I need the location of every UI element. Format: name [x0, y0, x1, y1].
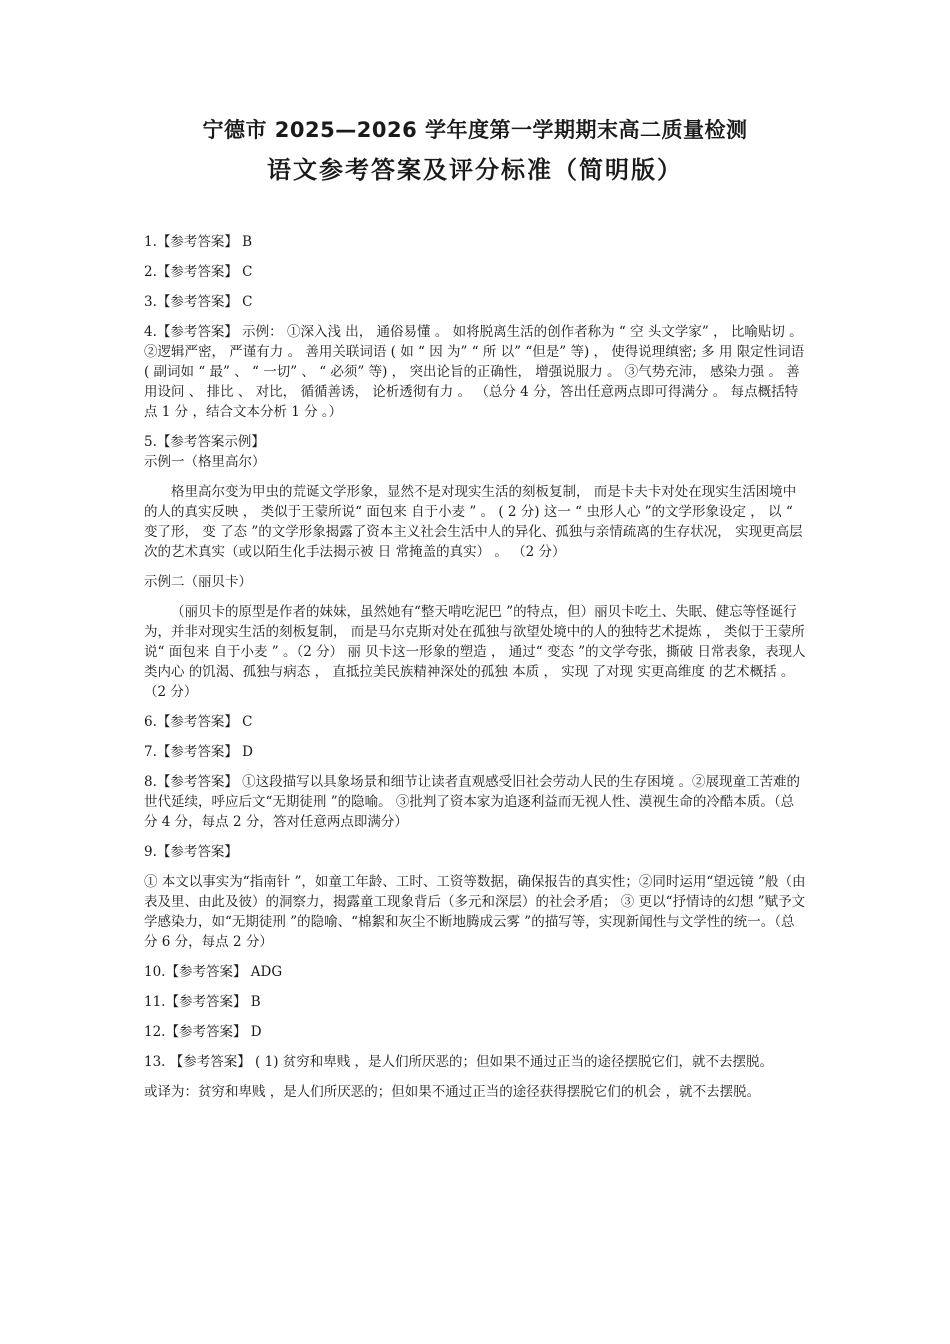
- document-title: 宁德市 2025—2026 学年度第一学期期末高二质量检测: [202, 118, 748, 142]
- answer-q9-label: 9.【参考答案】: [144, 844, 238, 860]
- answer-q9-text: ① 本文以事实为“指南针 ”，如童工年龄、工时、工资等数据，确保报告的真实性；②同时运用“望远镜 ”般（由表及里、由此及彼）的洞察力，揭露童工现象背后（多元和深层）的社会矛盾； ③ 更以“抒情诗的幻想 ”赋予文学感染力，如“无期徒刑 ”的隐喻、“棉絮和灰尘不断地腾成云雾 ”的描写等，实现新闻性与文学性的统一。（总分 6 分，每点 2 分）: [144, 874, 806, 950]
- answer-q5-example2-text: （丽贝卡的原型是作者的妹妹，虽然她有“整天啃吃泥巴 ”的特点，但）丽贝卡吃土、失眠、健忘等怪诞行为，并非对现实生活的刻板复制， 而是马尔克斯对处在孤独与欲望处境中的人的独特艺术提炼 ， 类似于王蒙所说“ 面包来 自于小麦 ” 。（2 分） 丽 贝卡这一形象的塑造 ， 通过“ 变态 ”的文学夸张，撕破 日常表象，表现人类内心 的饥渴、孤独与病态 ， 直抵拉美民族精神深处的孤独 本质 ， 实现 了对现 实更高维度 的艺术概括 。 （2 分）: [144, 604, 806, 700]
- answer-q4: 4.【参考答案】 示例： ①深入浅 出， 通俗易懂 。 如将脱离生活的创作者称为 “ 空 头文学家” ， 比喻贴切 。 ②逻辑严密， 严谨有力 。 善用关联词语 ( 如 “ 因 为” “ 所 以” “但是” 等) ， 使得说理缜密; 多 用 限定性词语 ( 副词如 “ 最” 、 “ 一切” 、 “ 必须” 等) ， 突出论旨的正确性， 增强说服力 。 ③气势充沛， 感染力强 。 善用设问 、 排比 、 对比， 循循善诱， 论析透彻有力 。 （总分 4 分，答出任意两点即可得满分 。 每点概括特点 1 分 ，结合文本分析 1 分 。）: [144, 324, 805, 420]
- answer-q5-example1-text: 格里高尔变为甲虫的荒诞文学形象，显然不是对现实生活的刻板复制， 而是卡夫卡对处在现实生活困境中的人的真实反映 ， 类似于王蒙所说“ 面包来 自于小麦 ” 。 ( 2 分) 这一 “ 虫形人心 ”的文学形象设定 ， 以 “ 变了形， 变 了态 ”的文学形象揭露了资本主义社会生活中人的异化、孤独与亲情疏离的生存状况， 实现更高层次的艺术真实（或以陌生化手法揭示被 日 常掩盖的真实） 。 （2 分）: [144, 484, 803, 560]
- answer-q11: 11.【参考答案】 B: [144, 994, 261, 1010]
- answer-q6: 6.【参考答案】 C: [144, 714, 253, 730]
- document-subtitle: 语文参考答案及评分标准（简明版）: [267, 156, 683, 184]
- answer-q13-alt: 或译为：贫穷和卑贱 ，是人们所厌恶的；但如果不通过正当的途径获得摆脱它们的机会 ，就不去摆脱。: [144, 1084, 761, 1100]
- answer-q12: 12.【参考答案】 D: [144, 1024, 262, 1040]
- answer-list: [144, 232, 806, 1112]
- answer-q10: 10.【参考答案】 ADG: [144, 964, 283, 980]
- answer-q2: 2.【参考答案】 C: [144, 264, 253, 280]
- answer-q3: 3.【参考答案】 C: [144, 294, 253, 310]
- answer-q8: 8.【参考答案】 ①这段描写以具象场景和细节让读者直观感受旧社会劳动人民的生存困境 。②展现童工苦难的世代延续，呼应后文“无期徒刑 ”的隐喻。 ③批判了资本家为追逐利益而无视人性、漠视生命的冷酷本质。（总分 4 分，每点 2 分，答对任意两点即满分）: [144, 774, 800, 830]
- answer-q7: 7.【参考答案】 D: [144, 744, 253, 760]
- answer-q5-label: 5.【参考答案示例】: [144, 434, 265, 450]
- answer-q5-example2-title: 示例二（丽贝卡）: [144, 574, 252, 590]
- answer-q5-example1-title: 示例一（格里高尔）: [144, 454, 266, 470]
- answer-q13: 13. 【参考答案】 ( 1) 贫穷和卑贱 ，是人们所厌恶的；但如果不通过正当的途径摆脱它们，就不去摆脱。: [144, 1054, 774, 1070]
- answer-q1: 1.【参考答案】 B: [144, 234, 253, 250]
